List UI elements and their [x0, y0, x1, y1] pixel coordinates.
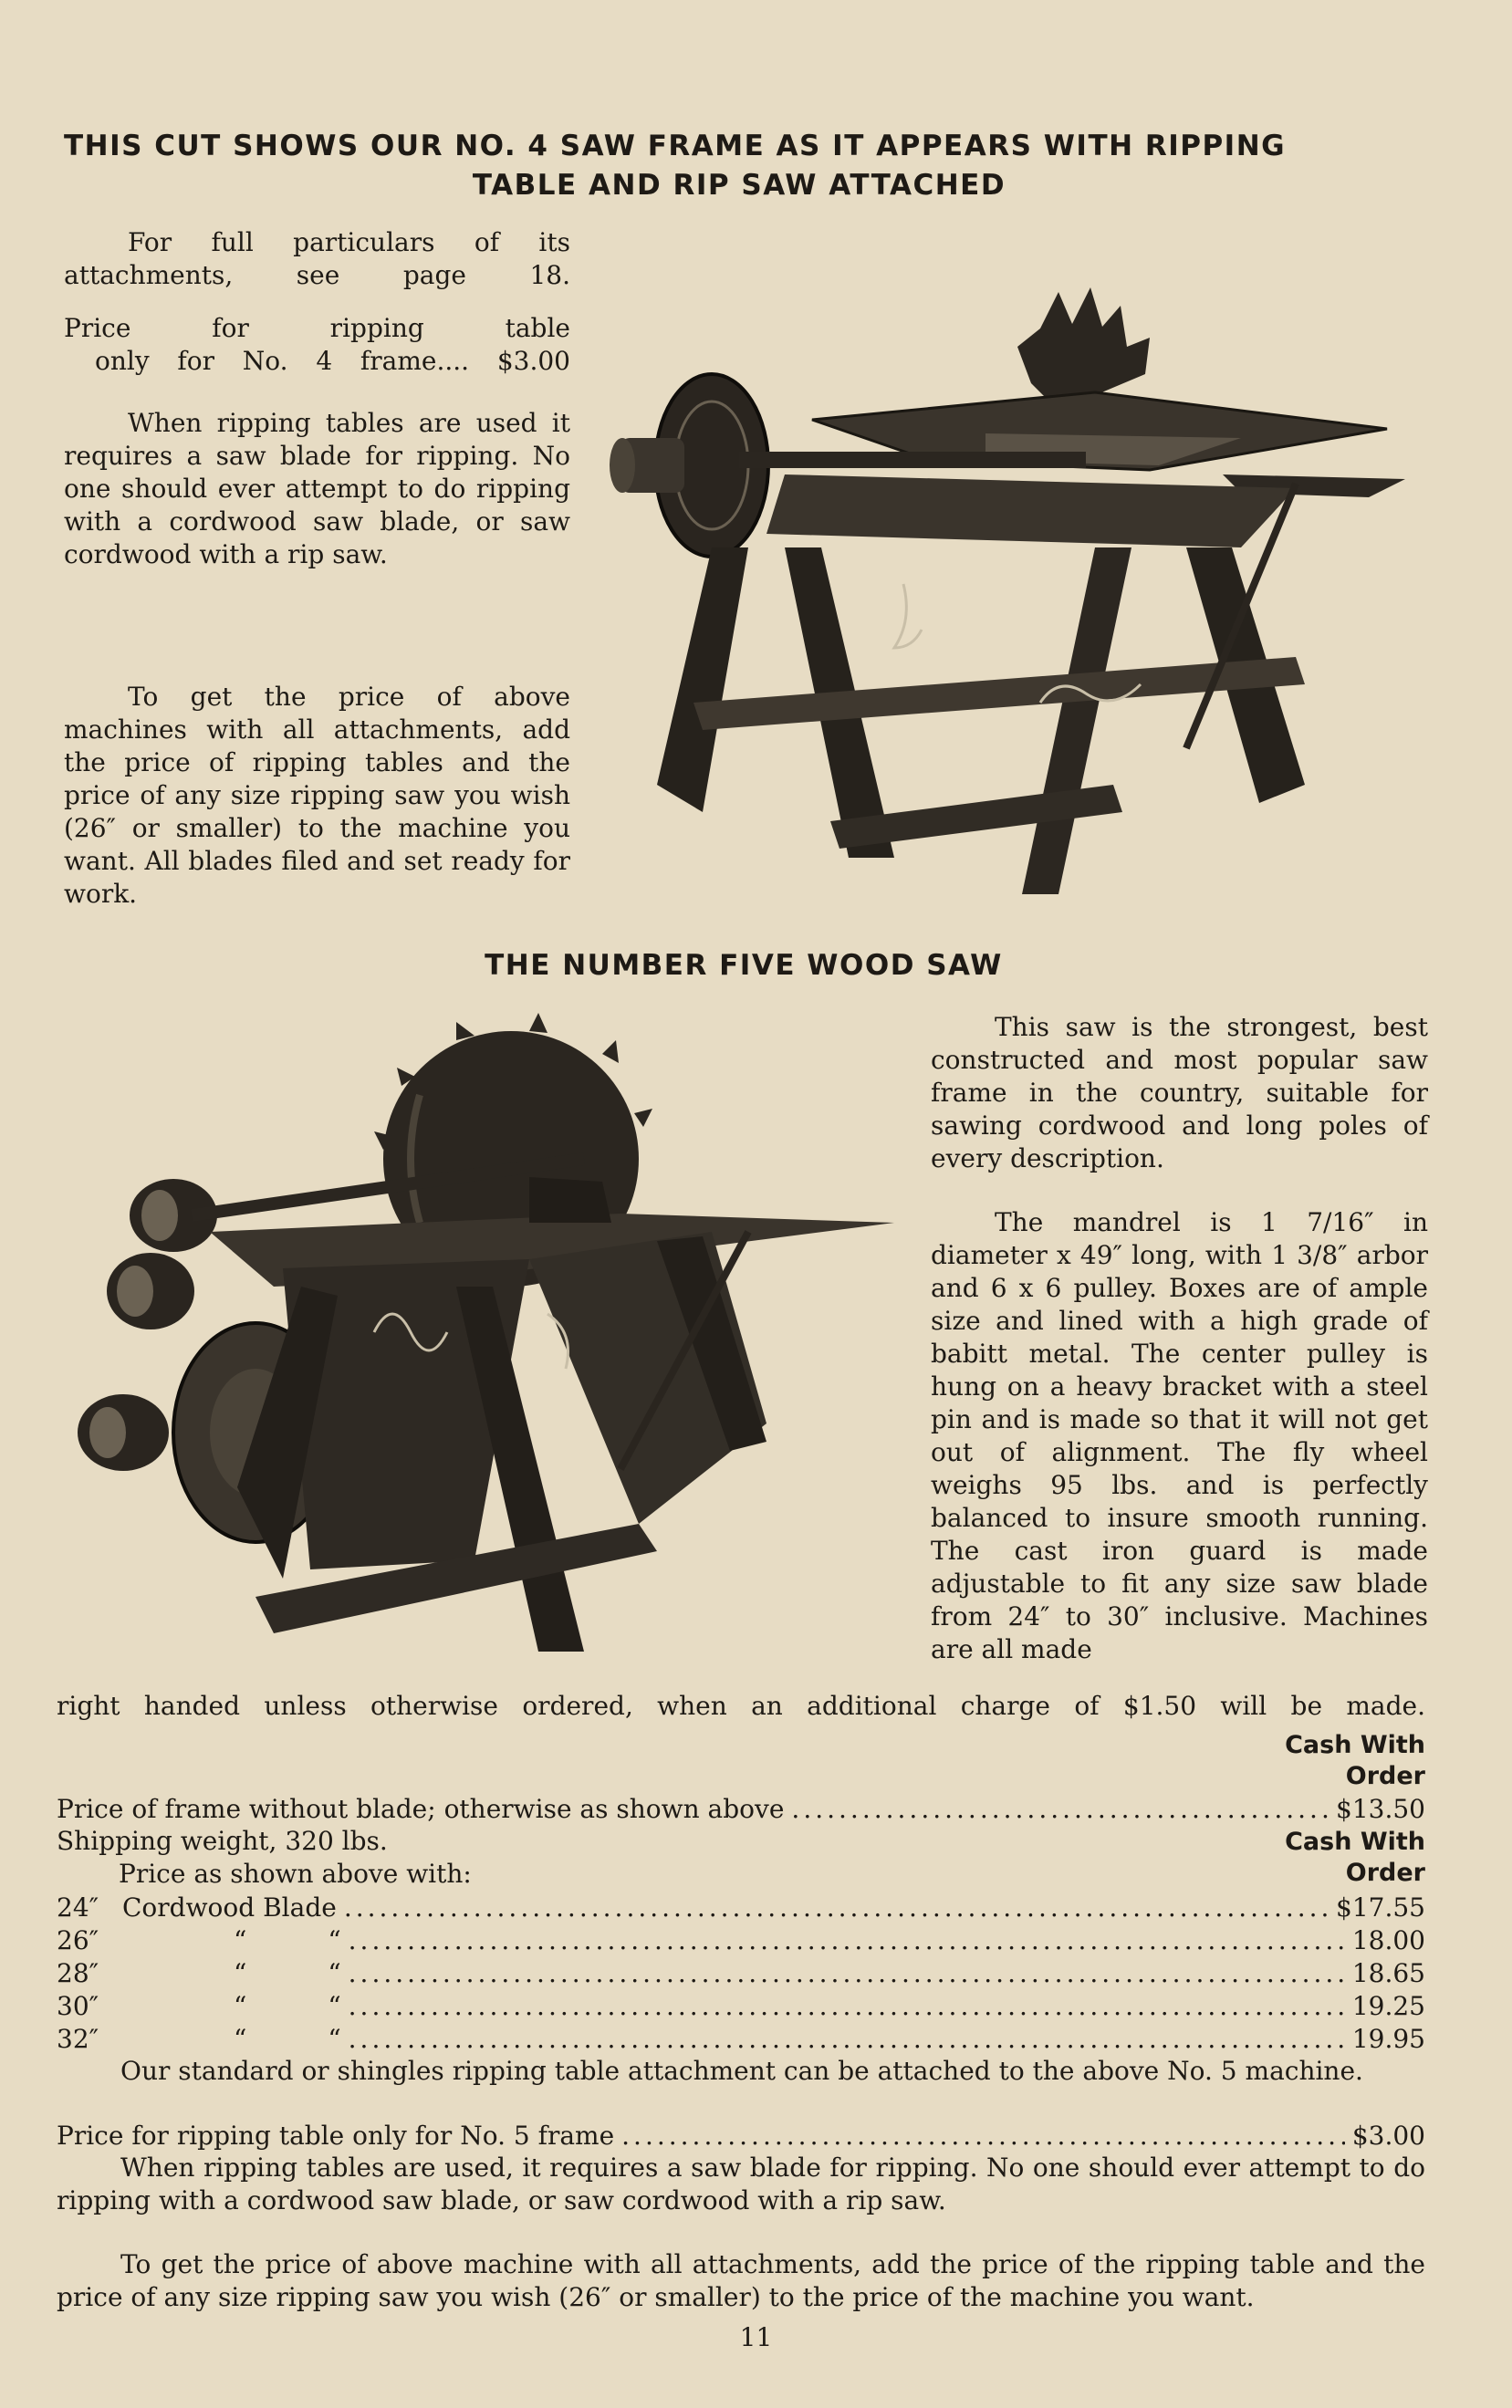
no5-wood-saw-illustration [73, 1013, 912, 1652]
blade-price: $17.55 [1336, 1892, 1425, 1923]
blade-desc: “ “ [234, 2023, 341, 2054]
no5-description-3: right handed unless otherwise ordered, when an additional charge of $1.50 will be made. [57, 1691, 1425, 1721]
attachments-note: To get the price of above machines with all attachments, add the price of ripping tables and the price of any size ripping saw you wish (26″ or smaller) to the machine you want. All blades filed and set ready for work. [64, 682, 570, 909]
frame-price-label: Price of frame without blade; otherwise as shown above [57, 1793, 785, 1824]
no5-description-1: This saw is the strongest, best constructed and most popular saw frame in the country, suitable for sawing cordwood and long poles of every description. [931, 1012, 1428, 1173]
blade-price: 18.65 [1351, 1957, 1425, 1988]
cash-with-order-header-1: Cash With Order [1285, 1731, 1425, 1790]
blade-size: 24″ [57, 1892, 99, 1923]
blade-row [57, 1956, 1425, 1989]
blade-size: 32″ [57, 2023, 99, 2054]
price-line-2: only for No. 4 frame.... $3.00 [95, 346, 570, 376]
frame-price-value: $13.50 [1336, 1793, 1425, 1824]
ripping-table-label: Price for ripping table only for No. 5 frame [57, 2120, 615, 2151]
blade-size: 26″ [57, 1924, 99, 1955]
no4-saw-frame-illustration [602, 274, 1423, 931]
no5-ripping-note: When ripping tables are used, it requires a saw blade for ripping. No one should ever attempt to do ripping with a cordwood saw blade, or saw cordwood with a rip saw. [57, 2153, 1425, 2215]
no5-attachments-note: To get the price of above machine with all attachments, add the price of the ripping table and the price of any size ripping saw you wish (26″ or smaller) to the price of the machine you want. [57, 2249, 1425, 2312]
blade-row [57, 1923, 1425, 1956]
ripping-table-price: $3.00 [1351, 2120, 1425, 2151]
leader-dots [791, 1794, 1329, 1824]
blade-row [57, 2022, 1425, 2055]
leader-dots [344, 1892, 1329, 1923]
blade-size: 30″ [57, 1990, 99, 2021]
blade-desc: “ “ [234, 1990, 341, 2021]
header-line-1: THIS CUT SHOWS OUR NO. 4 SAW FRAME AS IT APPEARS WITH RIPPING [64, 130, 1287, 162]
no5-title: THE NUMBER FIVE WOOD SAW [485, 949, 1003, 982]
price-line-1: Price for ripping table [64, 313, 570, 343]
particulars-text: For full particulars of its attachments, see page 18. [64, 227, 570, 290]
leader-dots [349, 2024, 1345, 2054]
page-number: 11 [739, 2322, 773, 2352]
leader-dots [349, 1991, 1345, 2021]
standard-ripping-note: Our standard or shingles ripping table attachment can be attached to the above No. 5 machine. [120, 2056, 1363, 2086]
blade-size: 28″ [57, 1957, 99, 1988]
ripping-note: When ripping tables are used it requires a saw blade for ripping. No one should ever attempt to do ripping with a cordwood saw blade, or saw cordwood with a rip saw. [64, 408, 570, 569]
leader-dots [349, 1958, 1345, 1988]
price-as-shown: Price as shown above with: [119, 1859, 472, 1889]
ripping-table-price-row [57, 2119, 1425, 2152]
blade-row [57, 1989, 1425, 2022]
no5-description-2: The mandrel is 1 7/16″ in diameter x 49″ long, with 1 3/8″ arbor and 6 x 6 pulley. Boxes are of ample size and lined with a high grade of babitt metal. The center pulley is hung on a heavy bracket with a steel pin and is made so that it will not get out of alignment. The fly wheel weighs 95 lbs. and is perfectly balanced to insure smooth running. The cast iron guard is made adjustable to fit any size saw blade from 24″ to 30″ inclusive. Machines are all made [931, 1207, 1428, 1664]
frame-price-row [57, 1792, 1425, 1825]
leader-dots [349, 1925, 1345, 1955]
header-line-2: TABLE AND RIP SAW ATTACHED [472, 169, 1006, 202]
blade-desc: “ “ [234, 1957, 341, 1988]
blade-price: 18.00 [1351, 1924, 1425, 1955]
cash-with-order-header-2: Cash With Order [1285, 1828, 1425, 1887]
leader-dots [621, 2121, 1345, 2151]
blade-price: 19.95 [1351, 2023, 1425, 2054]
blade-desc: “ “ [234, 1924, 341, 1955]
blade-desc: Cordwood Blade [122, 1892, 337, 1923]
blade-price: 19.25 [1351, 1990, 1425, 2021]
shipping-weight: Shipping weight, 320 lbs. [57, 1826, 388, 1856]
blade-row [57, 1891, 1425, 1923]
